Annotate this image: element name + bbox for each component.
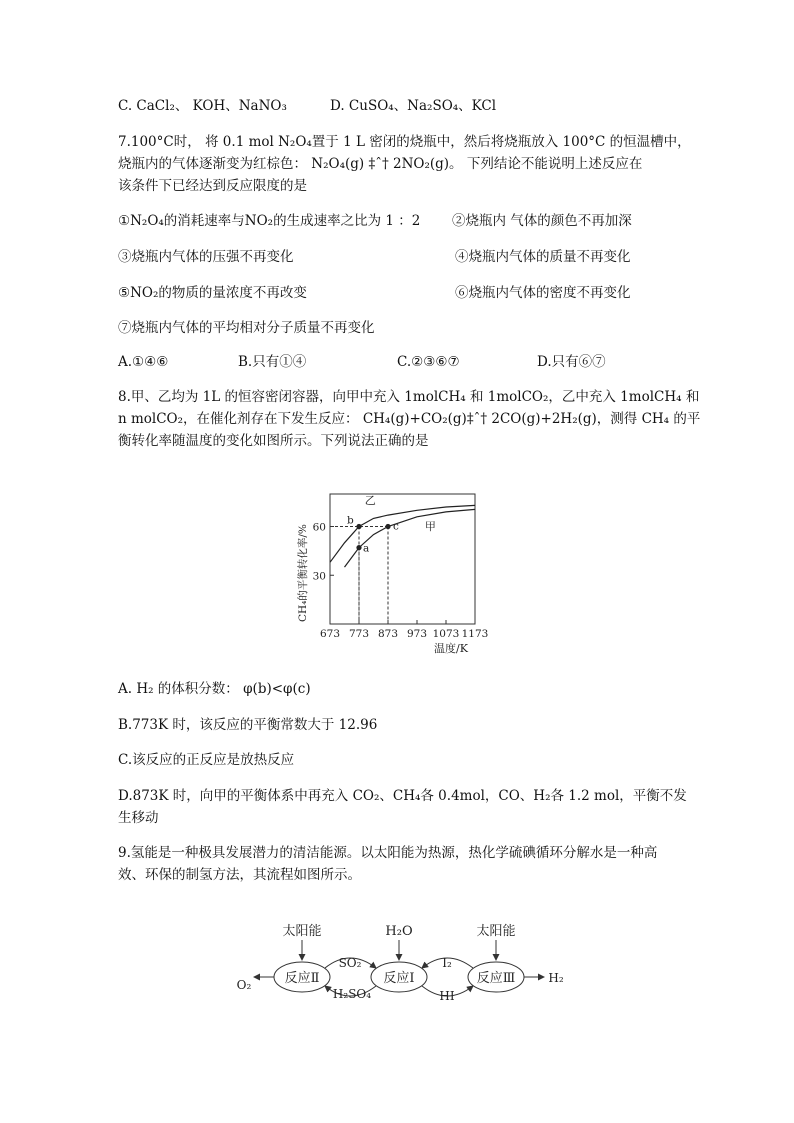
q7-stem-line1: 7.100°C时， 将 0.1 mol N₂O₄置于 1 L 密闭的烧瓶中，然后将烧瓶放入 100°C 的恒温槽中， [118, 134, 691, 150]
x-tick-label: 773 [348, 628, 370, 640]
o2-output: O₂ [236, 978, 252, 992]
q8-option-b: B.773K 时，该反应的平衡常数大于 12.96 [118, 717, 378, 733]
h2so4-label: H₂SO₄ [332, 987, 372, 1001]
q8-option-c: C.该反应的正反应是放热反应 [118, 752, 295, 768]
x-tick-label: 1173 [461, 628, 489, 640]
x-tick-label: 673 [319, 628, 341, 640]
data-point-c [385, 524, 390, 529]
q9-stem-line2: 效、环保的制氢方法，其流程如图所示。 [118, 867, 361, 883]
q7-statement-1: ①N₂O₄的消耗速率与NO₂的生成速率之比为 1 ：2 [118, 213, 421, 229]
i2-label: I₂ [442, 956, 452, 970]
reaction-1-label: 反应Ⅰ [383, 971, 415, 986]
chart-svg [290, 482, 500, 657]
q7-statement-3: ③烧瓶内气体的压强不再变化 [118, 249, 294, 265]
x-tick-label: 973 [406, 628, 428, 640]
q7-statement-5: ⑤NO₂的物质的量浓度不再改变 [118, 285, 307, 301]
q8-option-d-line1: D.873K 时，向甲的平衡体系中再充入 CO₂、CH₄各 0.4mol，CO、H₂各 1.2 mol，平衡不发 [118, 788, 687, 804]
series-line-2 [345, 509, 476, 567]
flow-svg [224, 912, 574, 1012]
h2-output: H₂ [548, 971, 564, 985]
reaction-2-label: 反应Ⅱ [284, 971, 320, 986]
q6-option-c: C. CaCl₂、 KOH、NaNO₃ [118, 98, 287, 114]
q7-statement-2: ②烧瓶内 气体的颜色不再加深 [452, 213, 632, 229]
q8-stem-line3: 衡转化率随温度的变化如图所示。下列说法正确的是 [118, 433, 429, 449]
data-point-label: b [347, 514, 354, 527]
series-name-label: 甲 [424, 519, 436, 533]
hi-label: HI [439, 989, 455, 1003]
x-tick-label: 1073 [432, 628, 460, 640]
data-point-b [356, 524, 361, 529]
sulfur-iodine-cycle-diagram [224, 912, 574, 1016]
solar-energy-right: 太阳能 [476, 924, 516, 939]
q7-stem-line2: 烧瓶内的气体逐渐变为红棕色： N₂O₄(g) ‡ˆ† 2NO₂(g)。 下列结论不能说明上述反应在 [118, 156, 643, 172]
q7-statement-4: ④烧瓶内气体的质量不再变化 [455, 249, 631, 265]
q8-stem-line2: n molCO₂，在催化剂存在下发生反应： CH₄(g)+CO₂(g)‡ˆ† 2CO(g)+2H₂(g)，测得 CH₄ 的平 [118, 411, 701, 427]
so2-label: SO₂ [338, 956, 362, 970]
plot-frame [330, 494, 475, 624]
q7-option-c: C.②③⑥⑦ [397, 354, 460, 370]
y-tick-label: 60 [312, 521, 326, 534]
q7-option-b: B.只有①④ [238, 354, 307, 370]
conversion-chart [290, 482, 500, 661]
solar-energy-left: 太阳能 [282, 924, 322, 939]
q7-option-a: A.①④⑥ [118, 354, 169, 370]
reaction-3-label: 反应Ⅲ [476, 971, 516, 986]
data-point-label: c [393, 520, 399, 533]
q9-stem-line1: 9.氢能是一种极具发展潜力的清洁能源。以太阳能为热源，热化学硫碘循环分解水是一种高 [118, 845, 658, 861]
data-point-a [356, 545, 361, 550]
q7-statement-6: ⑥烧瓶内气体的密度不再变化 [455, 285, 631, 301]
q6-option-d: D. CuSO₄、Na₂SO₄、KCl [330, 98, 497, 114]
water-input: H₂O [385, 924, 413, 939]
q7-stem-line3: 该条件下已经达到反应限度的是 [118, 178, 307, 194]
q7-option-d: D.只有⑥⑦ [537, 354, 606, 370]
q7-statement-7: ⑦烧瓶内气体的平均相对分子质量不再变化 [118, 320, 375, 336]
x-tick-label: 873 [377, 628, 399, 640]
q8-stem-line1: 8.甲、乙均为 1L 的恒容密闭容器，向甲中充入 1molCH₄ 和 1molCO₂，乙中充入 1molCH₄ 和 [118, 389, 700, 405]
series-name-label: 乙 [364, 493, 376, 507]
q8-option-a: A. H₂ 的体积分数： φ(b)<φ(c) [118, 681, 311, 697]
q8-option-d-line2: 生移动 [118, 810, 159, 826]
y-axis-label: CH₄的平衡转化率/% [297, 524, 309, 622]
x-axis-label: 温度/K [434, 642, 468, 655]
data-point-label: a [363, 542, 370, 555]
y-tick-label: 30 [312, 570, 326, 583]
